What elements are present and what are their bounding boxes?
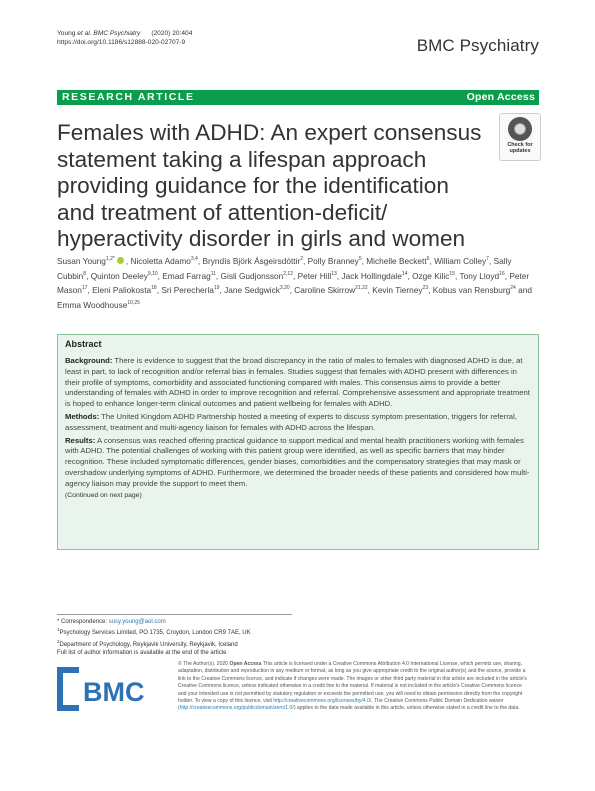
- author-name[interactable]: William Colley: [434, 256, 487, 266]
- author-affiliation-sup: 17: [81, 285, 88, 292]
- author-name[interactable]: Jane Sedgwick: [224, 285, 280, 296]
- author-list: Susan Young$^{1,2*}$ , Nicoletta Adamo$^{3,4}$, Bryndís Björk Ásgeirsdóttir$^2$, Polly Branney$^5$, Michelle Beckett$^6$, William Colley$^7$, Sally Cubbin$^8$, Quinton Deeley$^{9,10}$, Emad Farrag$^{11}$, Gisli Gudjonsson$^{2,12}$, Peter Hill$^{13}$, Jack Hollingdale$^{14}$, Ozge Kilic$^{15}$, Tony Lloyd$^{16}$, Peter Mason$^{17}$, Eleni Paliokosta$^{18}$, Sri Perecherla$^{19}$, Jane Sedgwick$^{3,20}$, Caroline Skirrow$^{21,22}$, Kevin Tierney$^{23}$, Kobus van Rensburg$^{24}$ and Emma Woodhouse$^{10,25}$: [57, 256, 532, 310]
- author-name[interactable]: Emma Woodhouse: [57, 299, 128, 310]
- author-affiliation-sup: 9,10: [147, 270, 158, 277]
- author-affiliation-sup: 19: [213, 285, 220, 292]
- author-affiliation-sup: 10,25: [127, 300, 140, 307]
- correspondence-email[interactable]: susy.young@aol.com: [108, 619, 166, 625]
- author-affiliation-sup: 1,2*: [105, 256, 115, 263]
- author-affiliation-sup: 3,4: [190, 256, 198, 263]
- author-name[interactable]: Kobus van Rensburg: [432, 285, 511, 296]
- journal-name: BMC Psychiatry: [416, 36, 539, 55]
- license-text-2: . The Creative Commons Public Domain Dedication waiver (: [178, 698, 504, 712]
- authors-and: and: [518, 285, 532, 296]
- author-name[interactable]: Sally Cubbin: [57, 256, 512, 281]
- methods-text: The United Kingdom ADHD Partnership hosted a meeting of experts to discuss symptom presentation, triggers for referral, assessment, treatment and multi-agency liaison for females with ADHD across the lifespan.: [65, 411, 517, 432]
- author-name[interactable]: Peter Hill: [297, 270, 332, 281]
- aff1-sup: 1: [57, 627, 60, 633]
- background-text: There is evidence to suggest that the broad discrepancy in the ratio of males to females with diagnosed ADHD is due, at least in part, to lack of recognition and/or referral bias in females. Studies suggest that females with ADHD present with differences in their profile of symptoms, comorbidity and associated functioning compared with males. This consensus aims to provide a better understanding of females with ADHD in order to improve recognition and referral. Comprehensive assessment and appropriate treatment is hoped to enhance longer-term clinical outcomes and patient wellbeing for females with ADHD.: [65, 356, 530, 409]
- author-name[interactable]: Michelle Beckett: [366, 256, 427, 266]
- author-name[interactable]: Nicoletta Adamo: [130, 256, 191, 266]
- open-access-label: Open Access: [466, 91, 535, 103]
- author-name[interactable]: Quinton Deeley: [90, 270, 148, 281]
- abstract-background: [65, 356, 531, 410]
- author-name[interactable]: Caroline Skirrow: [294, 285, 356, 296]
- author-affiliation-sup: 8: [83, 270, 87, 277]
- author-name[interactable]: Susan Young: [57, 256, 106, 266]
- article-type-label: RESEARCH ARTICLE: [62, 91, 195, 103]
- author-affiliation-sup: 13: [331, 270, 337, 277]
- author-name[interactable]: Emad Farrag: [162, 270, 211, 281]
- bmc-logo-text: BMC: [83, 677, 145, 707]
- orcid-icon[interactable]: [117, 257, 124, 264]
- author-name[interactable]: Ozge Kilic: [412, 270, 450, 281]
- check-updates-line2: updates: [509, 148, 531, 154]
- author-affiliation-sup: 11: [210, 270, 216, 277]
- author-name[interactable]: Bryndís Björk Ásgeirsdóttir: [202, 256, 301, 266]
- author-affiliation-sup: 14: [401, 270, 408, 277]
- citation-author: Young: [57, 30, 78, 37]
- abstract-results: [65, 436, 531, 490]
- author-affiliation-sup: 16: [499, 270, 505, 277]
- check-updates-line1: Check for: [507, 142, 533, 148]
- footnotes: [57, 618, 251, 658]
- author-name[interactable]: Kevin Tierney: [372, 285, 423, 296]
- author-affiliation-sup: 23: [422, 285, 429, 292]
- affiliation-1: Psychology Services Limited, PO 1735, Croydon, London CR9 7AE, UK: [59, 630, 251, 637]
- check-for-updates-button[interactable]: [499, 113, 541, 161]
- author-name[interactable]: Jack Hollingdale: [341, 270, 402, 281]
- results-label: Results:: [65, 435, 96, 445]
- bmc-logo-mark: [57, 667, 79, 711]
- footnote-divider: [57, 614, 292, 615]
- author-affiliation-sup: 21,22: [355, 285, 368, 292]
- author-affiliation-sup: 5: [358, 256, 362, 263]
- author-affiliation-sup: 24: [510, 285, 516, 292]
- full-author-info-note: Full list of author information is available at the end of the article: [57, 650, 227, 657]
- methods-label: Methods:: [65, 411, 100, 421]
- license-copyright: © The Author(s). 2020: [178, 661, 230, 667]
- aff2-sup: 2: [57, 638, 60, 644]
- author-name[interactable]: Gisli Gudjonsson: [220, 270, 284, 281]
- author-affiliation-sup: 15: [449, 270, 455, 277]
- license-link-cc-by[interactable]: http://creativecommons.org/licenses/by/4.0/: [273, 698, 372, 705]
- author-affiliation-sup: 2: [300, 256, 303, 263]
- author-affiliation-sup: 6: [426, 256, 430, 263]
- author-name[interactable]: Tony Lloyd: [459, 270, 500, 281]
- correspondence-label: * Correspondence:: [57, 619, 109, 625]
- continued-note: (Continued on next page): [65, 491, 142, 499]
- author-affiliation-sup: 2,12: [283, 270, 293, 277]
- license-link-cc-zero[interactable]: http://creativecommons.org/publicdomain/zero/1.0/: [179, 705, 294, 712]
- license-open-access: Open Access: [229, 661, 262, 667]
- citation-block: [57, 29, 192, 47]
- doi-link[interactable]: https://doi.org/10.1186/s12888-020-02707-9: [57, 39, 186, 46]
- article-type-banner: [57, 90, 539, 105]
- author-affiliation-sup: 3,20: [279, 285, 290, 292]
- affiliation-2: Department of Psychology, Reykjavik University, Reykjavik, Iceland: [59, 641, 238, 648]
- abstract-box: [57, 334, 539, 550]
- license-text-1: This article is licensed under a Creative Commons Attribution 4.0 International License, which permits use, sharing, adaptation, distribution and reproduction in any medium or format, as long as you give appropriate credit to the original author(s) and the source, provide a link to the Creative Commons licence, and indicate if changes were made. The images or other third party material in this article are included in the article's Creative Commons licence, unless indicated otherwise in a credit line to the material. If material is not included in the article's Creative Commons licence and your intended use is not permitted by statutory regulation or exceeds the permitted use, you will need to obtain permission directly from the copyright holder. To view a copy of this licence, visit: [178, 661, 527, 705]
- article-title: Females with ADHD: An expert consensus statement taking a lifespan approach providing guidance for the identification and treatment of attention-deficit/ hyperactivity disorder in girls and women: [57, 120, 482, 251]
- author-affiliation-sup: 18: [151, 285, 157, 292]
- license-statement: [178, 661, 528, 713]
- results-text: A consensus was reached offering practical guidance to support medical and mental health practitioners working with females with ADHD. The potential challenges of working with this patient group were identified, as well as specific barriers that may hinder recognition. These included symptomatic differences, gender biases, comorbidities and the compensatory strategies that may mask or overshadow underlying symptoms of ADHD. Furthermore, we determined the broader needs of these patients and considered how multi-agency liaison may provide the support to meet them.: [65, 435, 530, 488]
- author-affiliation-sup: 7: [486, 256, 489, 263]
- author-name[interactable]: Peter Mason: [57, 270, 530, 296]
- background-label: Background:: [65, 356, 113, 365]
- citation-year: (2020) 20:404: [140, 30, 193, 37]
- abstract-methods: [65, 412, 531, 434]
- bmc-logo: [57, 661, 152, 717]
- license-text-3: ) applies to the data made available in this article, unless otherwise stated in a credit line to the data.: [293, 705, 520, 712]
- author-name[interactable]: Sri Perecherla: [161, 285, 214, 296]
- author-name[interactable]: Polly Branney: [307, 256, 359, 266]
- abstract-heading: Abstract: [65, 339, 102, 349]
- check-updates-icon: [508, 117, 532, 141]
- author-name[interactable]: Eleni Paliokosta: [92, 285, 152, 296]
- citation-journal: et al. BMC Psychiatry: [77, 30, 141, 37]
